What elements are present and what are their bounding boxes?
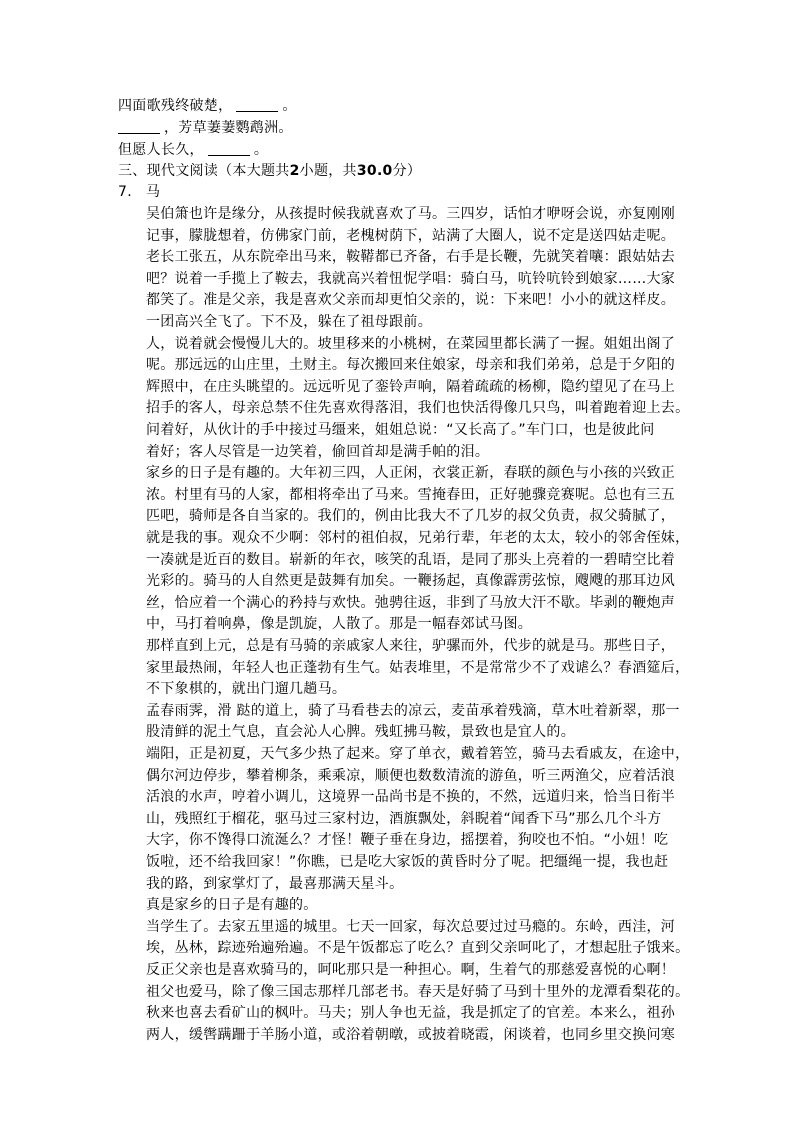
section-score: 30.0 xyxy=(356,163,393,179)
passage-line: 不下象棋的，就出门遛几趟马。 xyxy=(146,681,347,698)
passage-line: 家里最热闹，年轻人也正蓬勃有生气。姑表堆里，不是常常少不了戏谑么？春酒筵后， xyxy=(146,659,690,676)
passage-line: 着好；客人尽管是一边笑着，偷回首却是满手帕的泪。 xyxy=(146,443,490,460)
passage-line: 记事，朦胧想着，仿佛家门前，老槐树荫下，站满了大圈人，说不定是送四姑走呢。 xyxy=(146,227,676,244)
passage-line: 埃，丛林，踪迹殆遍殆遍。不是午饭都忘了吃么？直到父亲呵叱了，才想起肚子饿来。 xyxy=(146,940,690,957)
section-heading-prefix: 三、现代文阅读（本大题共 xyxy=(118,163,290,179)
passage-line: 人，说着就会慢慢儿大的。坡里移来的小桃树，在菜园里都长满了一握。姐姐出阁了 xyxy=(146,335,676,352)
passage-line: 老长工张五，从东院牵出马来，鞍鞯都已齐备，右手是长鞭，先就笑着嚷：跟姑姑去 xyxy=(146,249,676,266)
answer-blank-1[interactable] xyxy=(236,97,278,112)
poem-line-1-text: 四面歌残终破楚， xyxy=(118,98,233,114)
passage-line: 丝，恰应着一个满心的矜持与欢快。弛骋往返，非到了马放大汗不歇。毕剥的鞭炮声 xyxy=(146,594,676,611)
passage-line: 两人，缓辔蹒跚于羊肠小道，或浴着朝暾，或披着晓霞，闲谈着，也同乡里交换问寒 xyxy=(146,1026,676,1043)
passage-line: 匹吧，骑师是各自当家的。我们的，例由比我大不了几岁的叔父负责，叔父骑腻了， xyxy=(146,508,676,525)
section-heading-suffix: 分） xyxy=(392,163,422,179)
answer-blank-3[interactable] xyxy=(208,141,250,156)
passage-line: 真是家乡的日子是有趣的。 xyxy=(146,897,318,914)
section-heading-mid: 小题，共 xyxy=(299,163,357,179)
passage-line: 就是我的事。观众不少啊：邻村的祖伯叔，兄弟行辈，年老的太太，较小的邻舍侄妹， xyxy=(146,530,690,546)
passage-line: 当学生了。去家五里遥的城里。七天一回家，每次总要过过马瘾的。东岭，西洼，河 xyxy=(146,918,676,935)
question-number: 7. xyxy=(118,184,132,200)
passage-line: 浓。村里有马的人家，都相将牵出了马来。雪掩春田，正好驰骤竞赛呢。总也有三五 xyxy=(146,486,676,503)
passage-line: 一凑就是近百的数目。崭新的年衣，咳笑的乱语，是同了那头上亮着的一碧晴空比着 xyxy=(146,551,676,568)
passage-line: 偶尔河边停步，攀着柳条，乘乘凉，顺便也数数清流的游鱼，听三两渔父，应着活浪 xyxy=(146,767,676,784)
passage-line: 我的路，到家掌灯了，最喜那满天星斗。 xyxy=(146,875,404,892)
passage-line: 中，马打着响鼻，像是凯旋，人散了。那是一幅春郊试马图。 xyxy=(146,616,533,633)
poem-fill-line-3 xyxy=(118,140,268,160)
passage-line: 呢。那远远的山庄里，土财主。每次搬回来住娘家，母亲和我们弟弟，总是于夕阳的 xyxy=(146,357,676,374)
question-title: 马 xyxy=(146,184,161,200)
passage-line: 家乡的日子是有趣的。大年初三四，人正闲，衣裳正新，春联的颜色与小孩的兴致正 xyxy=(146,465,676,482)
passage-line: 端阳，正是初夏，天气多少热了起来。穿了单衣，戴着箬笠，骑马去看戚友，在途中， xyxy=(146,746,690,762)
passage-line: 山，残照红于榴花，驱马过三家村边，酒旗飘处，斜睨着“闻香下马”那么几个斗方 xyxy=(146,810,662,827)
poem-fill-line-1 xyxy=(118,96,297,116)
passage-line: 那样直到上元，总是有马骑的亲戚家人来往，驴骡而外，代步的就是马。那些日子， xyxy=(146,638,676,654)
poem-line-3-text: 但愿人长久， xyxy=(118,142,204,158)
passage-line: 孟春雨霁，滑 跶的道上，骑了马看巷去的凉云，麦苗承着残滴，草木吐着新翠，那一 xyxy=(146,702,680,719)
passage-line: 一团高兴全飞了。下不及，躲在了祖母跟前。 xyxy=(146,314,432,330)
passage-line: 辉照中，在庄头眺望的。远远听见了銮铃声响，隔着疏疏的杨柳，隐约望见了在马上 xyxy=(146,378,676,395)
passage-line: 饭啦，还不给我回家！”你瞧，已是吃大家饭的黄昏时分了呢。把缰绳一提，我也赶 xyxy=(146,854,669,870)
passage-line: 祖父也爱马，除了像三国志那样几部老书。春天是好骑了马到十里外的龙潭看梨花的。 xyxy=(146,983,690,1000)
passage-line: 问着好，从伙计的手中接过马缰来，姐姐总说：“又长高了。”车门口，也是彼此问 xyxy=(146,422,655,438)
passage-line: 吴伯箫也许是缘分，从孩提时候我就喜欢了马。三四岁，话怕才咿呀会说，亦复刚刚 xyxy=(146,206,676,222)
passage-line: 光彩的。骑马的人自然更是鼓舞有加矣。一鞭扬起，真像霹雳弦惊，飕飕的那耳边风 xyxy=(146,573,676,590)
passage-line: 活浪的水声，哼着小调儿，这境界一品尚书是不换的，不然，远道归来，恰当日衔半 xyxy=(146,789,676,806)
passage-line: 招手的客人，母亲总禁不住先喜欢得落泪，我们也快活得像几只鸟，叫着跑着迎上去。 xyxy=(146,400,690,417)
poem-line-3-end: 。 xyxy=(253,142,269,158)
answer-blank-2[interactable] xyxy=(118,119,160,134)
passage-line: 大字，你不馋得口流涎么？才怪！鞭子垂在身边，摇摆着，狗咬也不怕。“小妞！吃 xyxy=(146,832,669,849)
passage-line: 都笑了。准是父亲，我是喜欢父亲而却更怕父亲的，说：下来吧！小小的就这样皮。 xyxy=(146,292,676,309)
passage-line: 秋来也喜去看矿山的枫叶。马夫；别人争也无益，我是抓定了的官差。本来么，祖孙 xyxy=(146,1005,676,1022)
section-heading xyxy=(118,161,421,181)
passage-line: 股清鲜的泥土气息，直会沁人心脾。残虹拂马鞍，景致也是宜人的。 xyxy=(146,724,575,741)
poem-line-1-end: 。 xyxy=(282,98,297,114)
poem-fill-line-2 xyxy=(118,118,293,138)
section-question-count: 2 xyxy=(289,163,300,179)
passage-line: 反正父亲也是喜欢骑马的，呵叱那只是一种担心。啊，生着气的那慈爱喜悦的心啊！ xyxy=(146,962,676,978)
poem-line-2-text: ，芳草萋萋鹦鹉洲。 xyxy=(164,120,293,136)
passage-line: 吧？说着一手揽上了鞍去，我就高兴着忸怩学唱：骑白马，吭铃吭铃到娘家……大家 xyxy=(146,270,676,287)
